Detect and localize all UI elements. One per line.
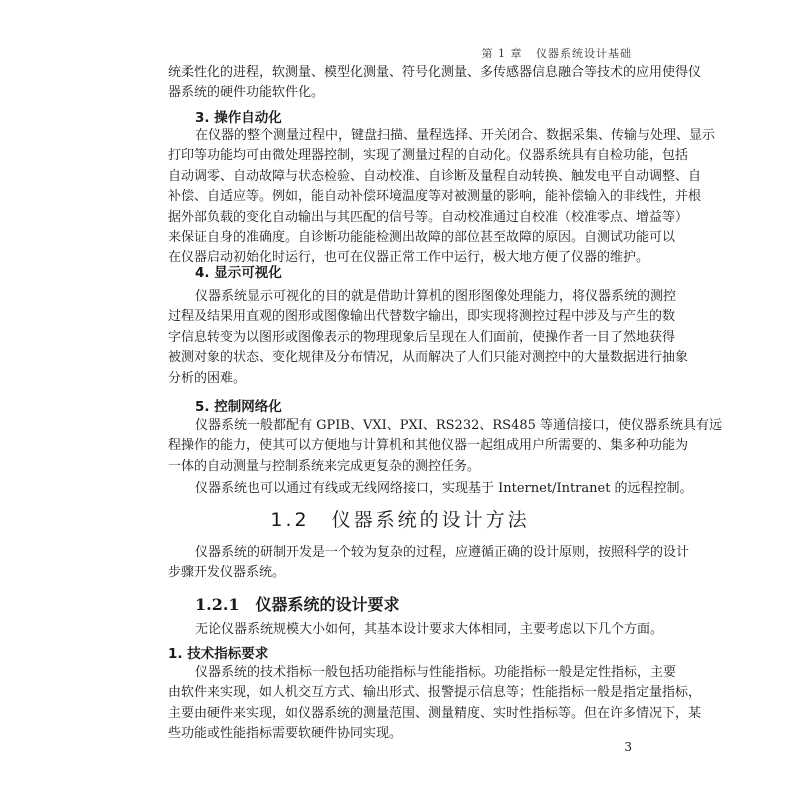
text-line: 由软件来实现，如人机交互方式、输出形式、报警提示信息等；性能指标一般是指定量指标， <box>168 685 702 701</box>
text-line: 程操作的能力，使其可以方便地与计算机和其他仪器一起组成用户所需要的、集多种功能为 <box>168 438 689 454</box>
running-header <box>482 45 633 61</box>
text-line: 字信息转变为以图形或图像表示的物理现象后呈现在人们面前，使操作者一目了然地获得 <box>168 329 676 345</box>
text-line: 在仪器的整个测量过程中，键盘扫描、量程选择、开关闭合、数据采集、传输与处理、显示 <box>195 128 716 143</box>
paragraph-automation <box>168 126 716 269</box>
text-line: 被测对象的状态、变化规律及分布情况，从而解决了人们只能对测控中的大量数据进行抽象 <box>168 350 689 366</box>
text-line: 无论仪器系统规模大小如何，其基本设计要求大体相同，主要考虑以下几个方面。 <box>195 622 664 637</box>
paragraph-subsection-intro <box>168 620 664 640</box>
paragraph-visualization <box>168 287 689 389</box>
text-line: 些功能或性能指标需要软硬件协同实现。 <box>168 726 403 742</box>
page-number: 3 <box>624 740 632 754</box>
text-line: 仪器系统的技术指标一般包括功能指标与性能指标。功能指标一般是定性指标，主要 <box>195 665 677 680</box>
text-line: 器系统的硬件功能软件化。 <box>168 85 325 101</box>
text-line: 仪器系统一般都配有 GPIB、VXI、PXI、RS232、RS485 等通信接口，使仪器系统具有远 <box>195 418 723 433</box>
text-line: 过程及结果用直观的图形或图像输出代替数字输出，即实现将测控过程中涉及与产生的数 <box>168 309 676 325</box>
text-line: 统柔性化的进程，软测量、模型化测量、符号化测量、多传感器信息融合等技术的应用使得仪 <box>168 65 702 80</box>
paragraph-section-intro <box>168 543 690 584</box>
heading-networking: 5. 控制网络化 <box>195 399 282 415</box>
chapter-title: 仪器系统设计基础 <box>536 47 632 60</box>
chapter-label: 第 1 章 <box>481 47 523 60</box>
text-line: 补偿、自适应等。例如，能自动补偿环境温度等对被测量的影响，能补偿输入的非线性，并根 <box>168 189 702 205</box>
text-line: 仪器系统显示可视化的目的就是借助计算机的图形图像处理能力，将仪器系统的测控 <box>195 289 677 304</box>
text-line: 步骤开发仪器系统。 <box>168 565 286 581</box>
text-line: 据外部负载的变化自动输出与其匹配的信号等。自动校准通过自校准（校准零点、增益等） <box>168 209 689 225</box>
subsection-number: 1.2.1 <box>195 595 240 614</box>
text-line: 仪器系统也可以通过有线或无线网络接口，实现基于 Internet/Intranet 的远程控制。 <box>195 481 693 497</box>
text-line: 一体的自动测量与控制系统来完成更复杂的测控任务。 <box>168 458 481 474</box>
paragraph-networking <box>168 416 723 500</box>
text-line: 仪器系统的研制开发是一个较为复杂的过程，应遵循正确的设计原则，按照科学的设计 <box>195 545 690 560</box>
section-heading <box>0 505 800 532</box>
text-line: 在仪器启动初始化时运行，也可在仪器正常工作中运行，极大地方便了仪器的维护。 <box>168 250 650 266</box>
text-line: 主要由硬件来实现，如仪器系统的测量范围、测量精度、实时性指标等。但在许多情况下，某 <box>168 705 702 721</box>
text-line: 打印等功能均可由微处理器控制，实现了测量过程的自动化。仪器系统具有自检功能，包括 <box>168 148 689 164</box>
text-line: 分析的困难。 <box>168 370 247 386</box>
section-number: 1.2 <box>270 509 310 531</box>
heading-automation: 3. 操作自动化 <box>195 110 282 126</box>
text-line: 来保证自身的准确度。自诊断功能能检测出故障的部位甚至故障的原因。自测试功能可以 <box>168 229 676 245</box>
text-line: 自动调零、自动故障与状态检验、自动校准、自诊断及量程自动转换、触发电平自动调整、自 <box>168 168 702 184</box>
subsection-heading <box>195 592 400 615</box>
paragraph-technical-specs <box>168 663 702 745</box>
section-title: 仪器系统的设计方法 <box>331 509 530 531</box>
heading-visualization: 4. 显示可视化 <box>195 265 282 281</box>
subsection-title: 仪器系统的设计要求 <box>255 595 400 614</box>
heading-technical-specs: 1. 技术指标要求 <box>168 646 269 662</box>
paragraph-intro <box>168 63 702 104</box>
